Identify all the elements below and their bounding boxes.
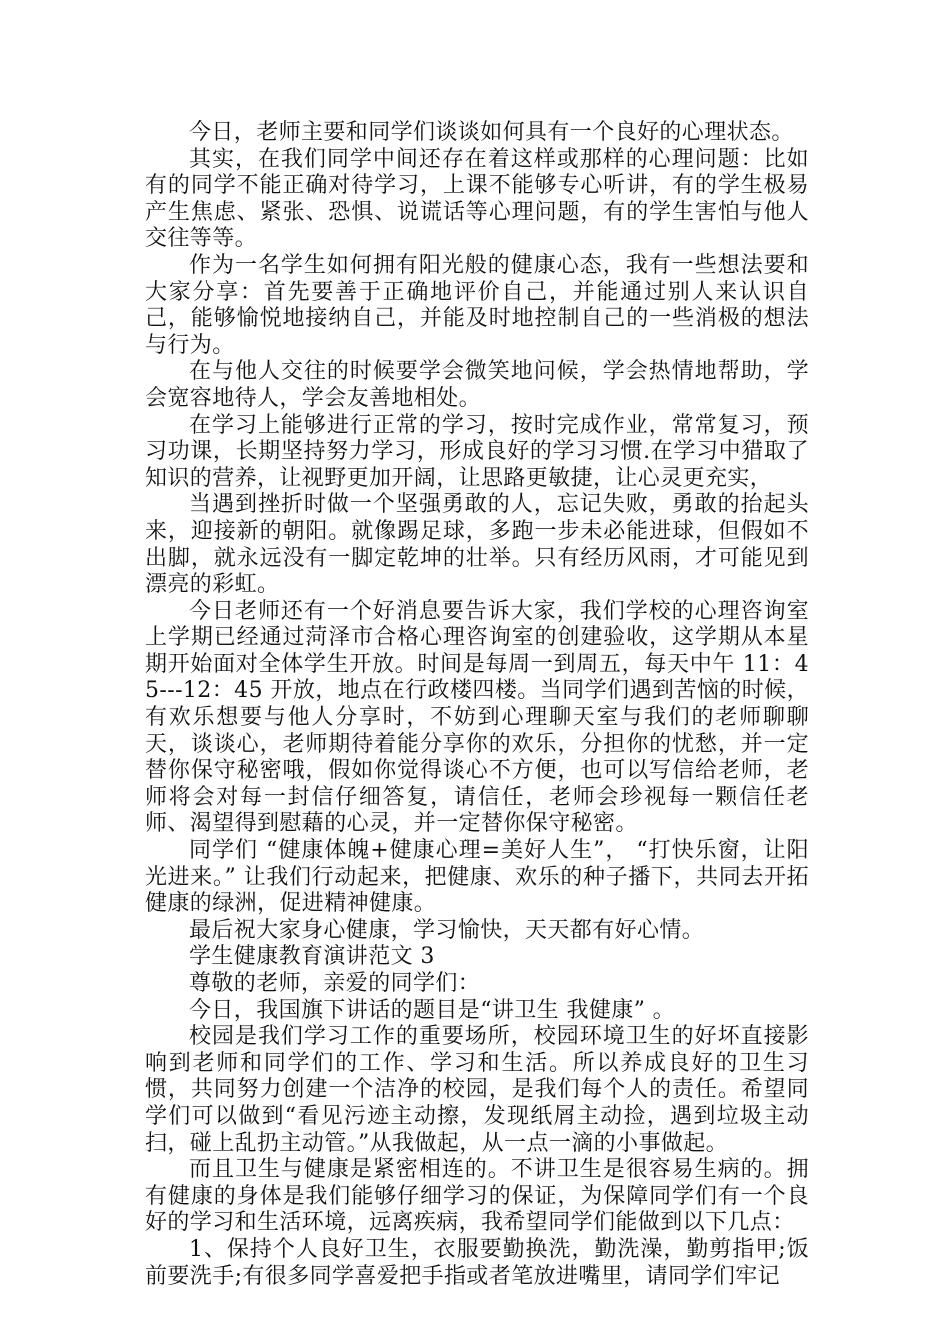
paragraph-2: 其实，在我们同学中间还存在着这样或那样的心理问题：比如有的同学不能正确对待学习，上课不能够专心听讲，有的学生极易产生焦虑、紧张、恐惧、说谎话等心理问题，有的学生害怕与他人交往等等。 <box>145 146 809 252</box>
paragraph-13: 校园是我们学习工作的重要场所，校园环境卫生的好坏直接影响到老师和同学们的工作、学习和生活。所以养成良好的卫生习惯，共同努力创建一个洁净的校园，是我们每个人的责任。希望同学们可以做到“看见污迹主动擦，发现纸屑主动捡，遇到垃圾主动扫，碰上乱扔主动管。”从我做起，从一点一滴的小事做起。 <box>145 1024 809 1156</box>
paragraph-7: 今日老师还有一个好消息要告诉大家，我们学校的心理咨询室上学期已经通过菏泽市合格心理咨询室的创建验收，这学期从本星期开始面对全体学生开放。时间是每周一到周五，每天中午 11：45---12：45 开放，地点在行政楼四楼。当同学们遇到苦恼的时候，有欢乐想要与他人分享时，不妨到心理聊天室与我们的老师聊聊天，谈谈心，老师期待着能分享你的欢乐，分担你的忧愁，并一定替你保守秘密哦，假如你觉得谈心不方便，也可以写信给老师，老师将会对每一封信仔细答复，请信任，老师会珍视每一颗信任老师、渴望得到慰藉的心灵，并一定替你保守秘密。 <box>145 598 809 837</box>
document-body <box>145 120 809 1290</box>
paragraph-14: 而且卫生与健康是紧密相连的。不讲卫生是很容易生病的。拥有健康的身体是我们能够仔细学习的保证，为保障同学们有一个良好的学习和生活环境，远离疾病，我希望同学们能做到以下几点： <box>145 1157 809 1236</box>
paragraph-4: 在与他人交往的时候要学会微笑地问候，学会热情地帮助，学会宽容地待人，学会友善地相处。 <box>145 359 809 411</box>
paragraph-6: 当遇到挫折时做一个坚强勇敢的人，忘记失败，勇敢的抬起头来，迎接新的朝阳。就像踢足球，多跑一步未必能进球，但假如不出脚，就永远没有一脚定乾坤的壮举。只有经历风雨，才可能见到漂亮的彩虹。 <box>145 492 809 598</box>
paragraph-5: 在学习上能够进行正常的学习，按时完成作业，常常复习，预习功课，长期坚持努力学习，形成良好的学习习惯.在学习中猎取了知识的营养，让视野更加开阔，让思路更敏捷，让心灵更充实， <box>145 412 809 491</box>
paragraph-1: 今日，老师主要和同学们谈谈如何具有一个良好的心理状态。 <box>189 120 794 145</box>
paragraph-15: 1、保持个人良好卫生，衣服要勤换洗，勤洗澡，勤剪指甲;饭前要洗手;有很多同学喜爱把手指或者笔放进嘴里，请同学们牢记 <box>145 1236 809 1289</box>
paragraph-3: 作为一名学生如何拥有阳光般的健康心态，我有一些想法要和大家分享：首先要善于正确地评价自己，并能通过别人来认识自己，能够愉悦地接纳自己，并能及时地控制自己的一些消极的想法与行为。 <box>145 252 809 358</box>
paragraph-12: 今日，我国旗下讲话的题目是“讲卫生 我健康” 。 <box>189 997 676 1023</box>
paragraph-9: 最后祝大家身心健康，学习愉快，天天都有好心情。 <box>189 917 705 943</box>
salutation: 尊敬的老师，亲爱的同学们： <box>189 971 481 996</box>
paragraph-8: 同学们 “健康体魄+健康心理=美好人生”， “打快乐窗，让阳光进来。” 让我们行动起来，把健康、欢乐的种子播下，共同去开拓健康的绿洲，促进精神健康。 <box>145 838 809 917</box>
section-heading: 学生健康教育演讲范文 3 <box>189 944 435 970</box>
